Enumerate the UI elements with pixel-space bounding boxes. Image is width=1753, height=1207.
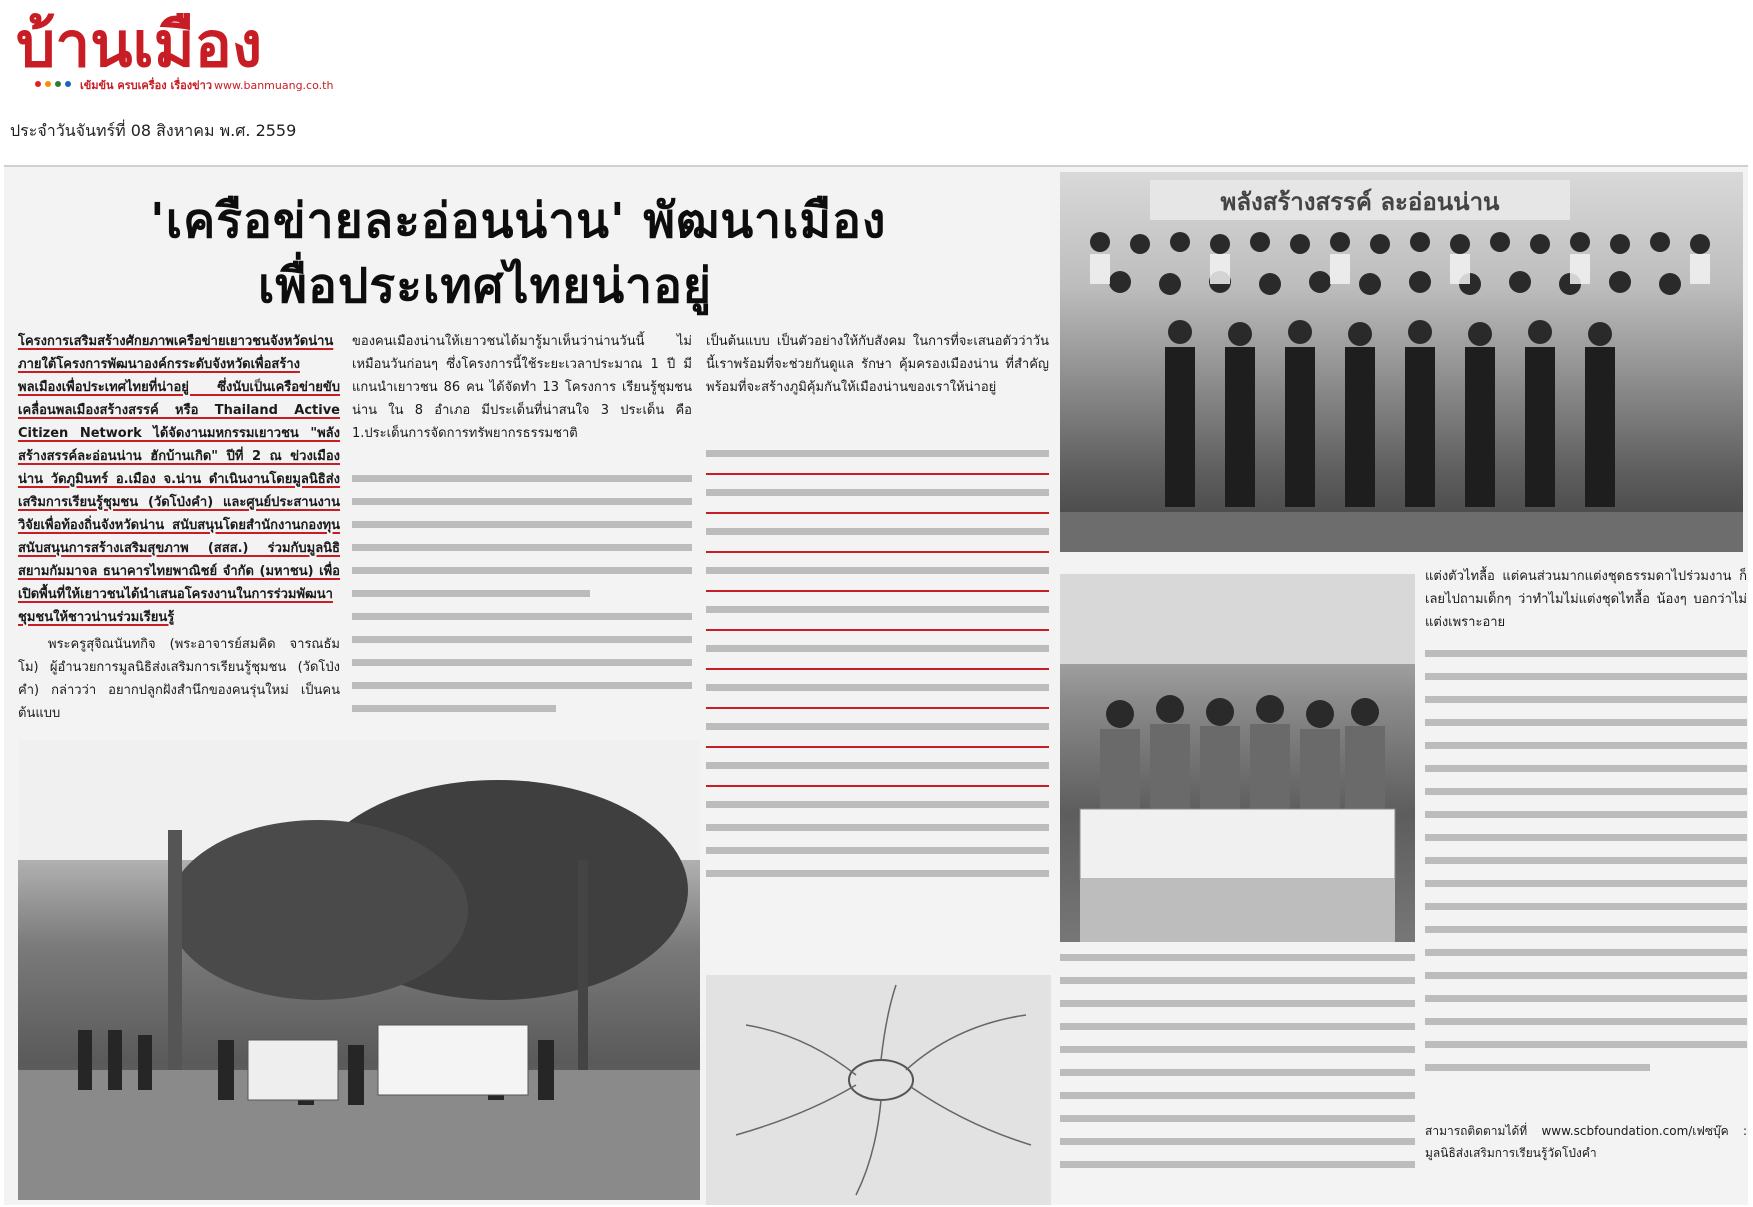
column-3b-text-lines xyxy=(1060,954,1415,1184)
article-column-2 xyxy=(352,330,692,730)
booth-photo xyxy=(1060,574,1415,942)
group-photo-banner: พลังสร้างสรรค์ ละอ่อนน่าน xyxy=(1220,188,1500,216)
issue-date: ประจำวันจันทร์ที่ 08 สิงหาคม พ.ศ. 2559 xyxy=(10,121,297,140)
column-2-paragraph: ของคนเมืองน่านให้เยาวชนได้มารู้มาเห็นว่าน่านวันนี้ ไม่เหมือนวันก่อนๆ ซึ่งโครงการนี้ใช้ระยะเวลาประมาณ 1 ปี มีแกนนำเยาวชน 86 คน ได้จัดทำ 13 โครงการ เรียนรู้ชุมชนน่าน ใน 8 อำเภอ มีประเด็นที่น่าสนใจ 3 ประเด็น คือ 1.ประเด็นการจัดการทรัพยากรธรรมชาติ xyxy=(352,334,692,441)
column-4-text-lines xyxy=(1425,650,1747,1087)
column-3-paragraph: เป็นต้นแบบ เป็นตัวอย่างให้กับสังคม ในการที่จะเสนอตัวว่าวันนี้เราพร้อมที่จะช่วยกันดูแล รักษา คุ้มครองเมืองน่าน ที่สำคัญพร้อมที่จะสร้างภูมิคุ้มกันให้เมืองน่านของเราให้น่าอยู่ xyxy=(706,334,1049,395)
procession-photo xyxy=(18,740,700,1200)
headline-line-2: เพื่อประเทศไทยน่าอยู่ xyxy=(258,258,713,314)
logo-wordmark: บ้านเมือง xyxy=(16,8,263,81)
footer-contact: สามารถติดตามได้ที่ www.scbfoundation.com/เฟซบุ๊ค : มูลนิธิส่งเสริมการเรียนรู้วัดโป่งคำ xyxy=(1425,1124,1747,1160)
group-photo-graphic xyxy=(1060,172,1743,552)
procession-photo-graphic xyxy=(18,740,700,1200)
article-column-4 xyxy=(1425,565,1747,1205)
logo-website: www.banmuang.co.th xyxy=(214,79,334,92)
headline-line-1: 'เครือข่ายละอ่อนน่าน' พัฒนาเมือง xyxy=(150,193,887,249)
group-photo xyxy=(1060,172,1743,552)
mindmap-photo xyxy=(706,975,1051,1205)
booth-photo-graphic xyxy=(1060,574,1415,942)
column-2-text-lines xyxy=(352,475,692,728)
lead-text: โครงการเสริมสร้างศักยภาพเครือข่ายเยาวชนจังหวัดน่าน ภายใต้โครงการพัฒนาองค์กรระดับจังหวัดเพื่อสร้างพลเมืองเพื่อประเทศไทยที่น่าอยู่ ซึ่งนับเป็นเครือข่ายขับเคลื่อนพลเมืองสร้างสรรค์ หรือ Thailand Active Citizen Network ได้จัดงานมหกรรมเยาวชน "พลังสร้างสรรค์ละอ่อนน่าน ฮักบ้านเกิด" ปีที่ 2 ณ ข่วงเมืองน่าน วัดภูมินทร์ อ.เมือง จ.น่าน ดำเนินงานโดยมูลนิธิส่งเสริมการเรียนรู้ชุมชน (วัดโป่งคำ) และศูนย์ประสานงานวิจัยเพื่อท้องถิ่นจังหวัดน่าน สนับสนุนโดยสำนักงานกองทุนสนับสนุนการสร้างเสริมสุขภาพ (สสส.) ร่วมกับมูลนิธิสยามกัมมาจล ธนาคารไทยพาณิชย์ จำกัด (มหาชน) เพื่อเปิดพื้นที่ให้เยาวชนได้นำเสนอโครงงานในการร่วมพัฒนาชุมชนให้ชาวน่านร่วมเรียนรู้ xyxy=(18,334,340,625)
lead-paragraph xyxy=(18,330,340,629)
newspaper-logo-graphic xyxy=(14,8,334,100)
article-column-3b xyxy=(1060,950,1415,1205)
column-1-paragraph: พระครูสุจิณนันทกิจ (พระอาจารย์สมคิด จารณธัมโม) ผู้อำนวยการมูลนิธิส่งเสริมการเรียนรู้ชุมชน (วัดโป่งคำ) กล่าวว่า อยากปลูกฝังสำนึกของคนรุ่นใหม่ เป็นคนต้นแบบ xyxy=(18,637,340,721)
newspaper-logo xyxy=(14,8,334,100)
mindmap-photo-graphic xyxy=(706,975,1051,1205)
logo-tagline: เข้มข้น ครบเครื่อง เรื่องข่าว xyxy=(80,79,212,92)
column-3-text-lines xyxy=(706,450,1049,893)
article-column-1 xyxy=(18,330,340,730)
article-column-3 xyxy=(706,330,1049,970)
column-4-paragraph: แต่งตัวไทลื้อ แต่คนส่วนมากแต่งชุดธรรมดาไปร่วมงาน ก็เลยไปถามเด็กๆ ว่าทำไมไม่แต่งชุดไทลื้อ น้องๆ บอกว่าไม่แต่งเพราะอาย xyxy=(1425,569,1747,630)
